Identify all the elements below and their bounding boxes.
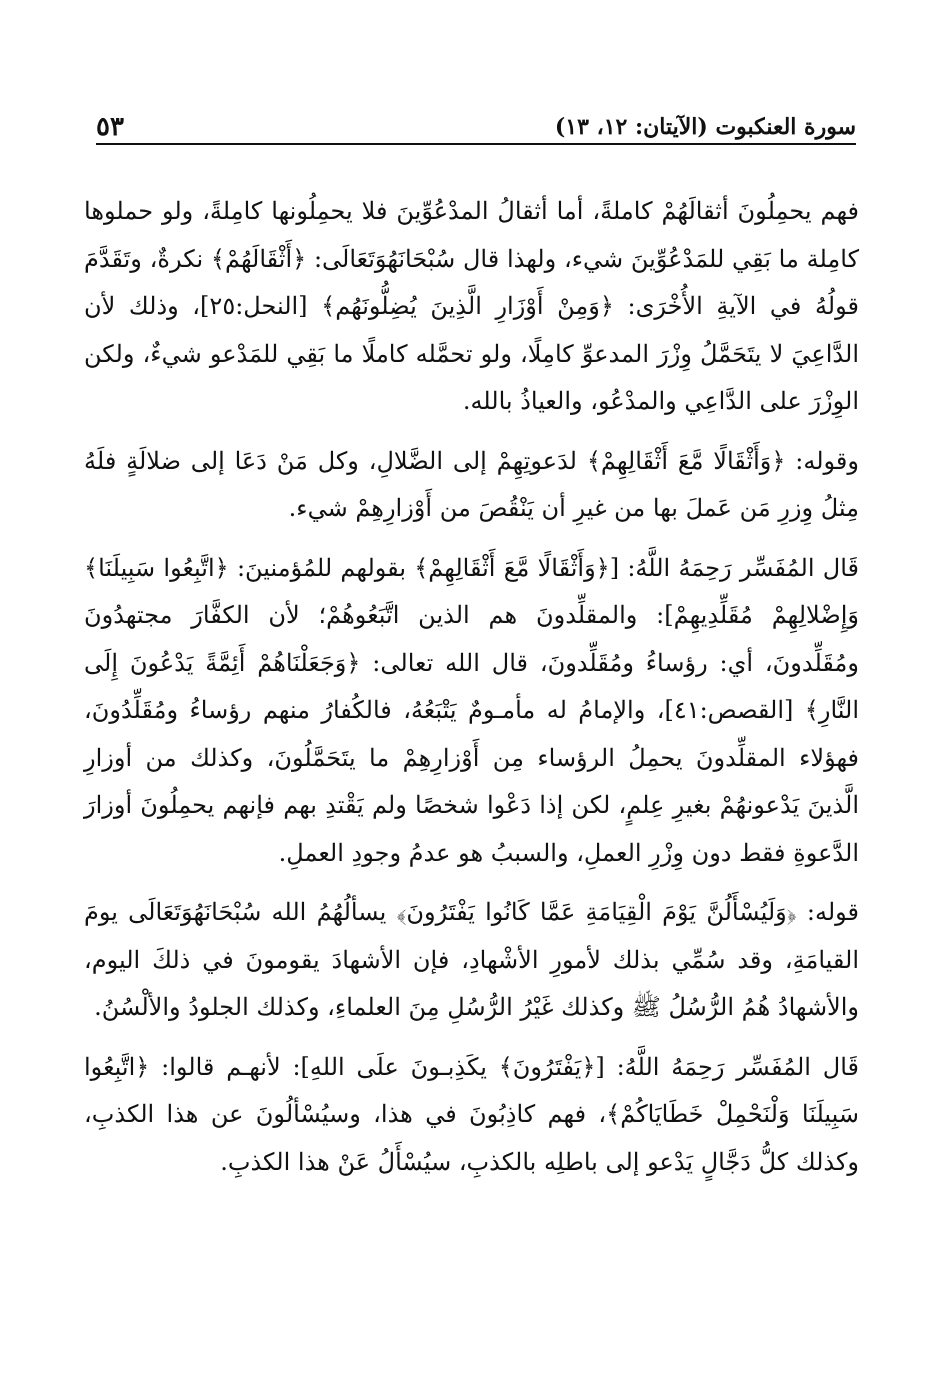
paragraph-4: قوله: ﴿وَلَيُسْأَلُنَّ يَوْمَ الْقِيَامَةِ عَمَّا كَانُوا يَفْتَرُونَ﴾ يسألُهُمُ الله سُبْحَانَهُوَتَعَالَى يومَ القيامَةِ، وقد سُمِّي بذلك لأمورِ الأشْهادِ، فإن الأشهادَ يقومونَ في ذلكَ اليوم، والأشهادُ هُمُ الرُّسُلُ ﷺ وكذلك غَيْرُ الرُّسُلِ مِنَ العلماءِ، وكذلك الجلودُ والألْسُنُ.: [84, 898, 859, 1021]
paragraph-5: قَال المُفَسِّر رَحِمَهُ اللَّهُ: [﴿يَفْتَرُونَ﴾ يكَذِبـونَ علَى اللهِ]: لأنهـم قالوا: ﴿اتَّبِعُوا سَبِيلَنَا وَلْنَحْمِلْ خَطَايَاكُمْ﴾، فهم كاذِبُونَ في هذا، وسيُسْألُونَ عن هذا الكذبِ، وكذلك كلُّ دَجَّالٍ يَدْعو إلى باطلِه بالكذبِ، سيُسْأَلُ عَنْ هذا الكذبِ.: [84, 1052, 859, 1176]
page-number: ٥٣: [96, 112, 124, 142]
paragraph-2: وقوله: ﴿وَأَثْقَالًا مَّعَ أَثْقَالِهِمْ﴾ لدَعوتِهِمْ إلى الضَّلالِ، وكل مَنْ دَعَا إلى ضلالَةٍ فلَهُ مِثلُ وِزرِ مَن عَملَ بها من غيرِ أن يَنْقُصَ من أَوْزارِهِمْ شيء.: [84, 446, 859, 522]
header-rule: [96, 143, 856, 145]
page-body: [84, 188, 859, 1198]
paragraph-3: قَال المُفَسِّر رَحِمَهُ اللَّهُ: [﴿وَأَثْقَالًا مَّعَ أَثْقَالِهِمْ﴾ بقولهم للمُؤمنينَ: ﴿اتَّبِعُوا سَبِيلَنَا﴾ وَإِضْلالِهِمْ مُقَلِّدِيهِمْ]: والمقلِّدونَ هم الذين اتَّبَعُوهُمْ؛ لأن الكفَّارَ مجتهدُونَ ومُقَلِّدونَ، أي: رؤساءُ ومُقَلِّدونَ، قال الله تعالى: ﴿وَجَعَلْنَاهُمْ أَئِمَّةً يَدْعُونَ إِلَى النَّارِ﴾ [القصص:٤١]، والإمامُ له مأمـومٌ يَتْبَعُهُ، فالكُفارُ منهم رؤساءُ ومُقَلِّدُونَ، فهؤلاء المقلِّدونَ يحمِلُ الرؤساء مِن أَوْزارِهِمْ ما يتَحَمَّلُونَ، وكذلك من أوزارِ الَّذينَ يَدْعونهُمْ بغيرِ عِلمٍ، لكن إذا دَعْوا شخصًا ولم يَقْتدِ بهم فإنهم يحمِلُونَ أوزارَ الدَّعوةِ فقط دون وِزْرِ العملِ، والسببُ هو عدمُ وجودِ العملِ.: [84, 553, 860, 867]
running-title: سورة العنكبوت (الآيتان: ١٢، ١٣): [554, 114, 856, 140]
paragraph-1: فهم يحمِلُونَ أثقالَهُمْ كاملةً، أما أثقالُ المدْعُوِّينَ فلا يحمِلُونها كامِلةً، ولو حملوها كامِلة ما بَقِي للمَدْعُوِّينَ شيء، ولهذا قال سُبْحَانَهُوَتَعَالَى: ﴿أَثْقَالَهُمْ﴾ نكرةٌ، وتَقَدَّمَ قولُهُ في الآيةِ الأُخْرَى: ﴿وَمِنْ أَوْزَارِ الَّذِينَ يُضِلُّونَهُم﴾ [النحل:٢٥]، وذلك لأن الدَّاعِيَ لا يتَحَمَّلُ وِزْرَ المدعوِّ كامِلًا، ولو تحمَّله كاملًا ما بَقِي للمَدْعو شيءٌ، ولكن الوِزْرَ على الدَّاعِي والمدْعُو، والعياذُ بالله.: [84, 197, 859, 415]
page-header: [96, 112, 856, 140]
